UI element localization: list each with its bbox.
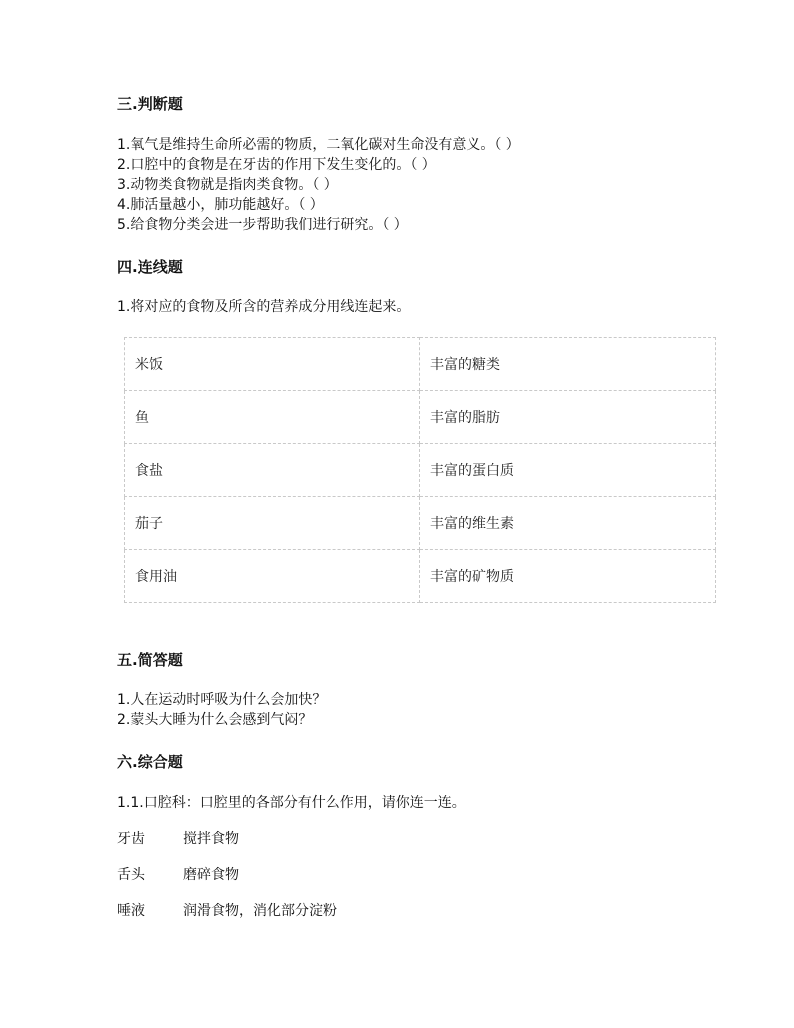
matching-question: 1.将对应的食物及所含的营养成分用线连起来。 xyxy=(117,299,411,315)
food-cell: 食盐 xyxy=(125,444,420,497)
nutrient-cell: 丰富的糖类 xyxy=(420,338,716,391)
judgment-item-5: 5.给食物分类会进一步帮助我们进行研究。（ ） xyxy=(117,217,408,233)
table-row xyxy=(125,391,716,444)
organ-label: 牙齿 xyxy=(117,831,145,847)
table-row xyxy=(125,338,716,391)
section-6-title: 六.综合题 xyxy=(117,753,183,771)
function-label: 磨碎食物 xyxy=(183,867,239,883)
food-cell: 鱼 xyxy=(125,391,420,444)
comprehensive-question: 1.1.口腔科：口腔里的各部分有什么作用，请你连一连。 xyxy=(117,795,466,811)
table-row xyxy=(125,550,716,603)
short-answer-item-1: 1.人在运动时呼吸为什么会加快？ xyxy=(117,692,327,708)
food-cell: 茄子 xyxy=(125,497,420,550)
table-row xyxy=(125,444,716,497)
judgment-item-3: 3.动物类食物就是指肉类食物。（ ） xyxy=(117,177,338,193)
short-answer-item-2: 2.蒙头大睡为什么会感到气闷？ xyxy=(117,712,313,728)
judgment-item-1: 1.氧气是维持生命所必需的物质，二氧化碳对生命没有意义。（ ） xyxy=(117,137,520,153)
list-item xyxy=(117,829,239,849)
list-item xyxy=(117,865,239,885)
section-4-title: 四.连线题 xyxy=(117,258,183,276)
function-label: 润滑食物，消化部分淀粉 xyxy=(183,903,337,919)
list-item xyxy=(117,901,337,921)
nutrient-cell: 丰富的脂肪 xyxy=(420,391,716,444)
nutrient-cell: 丰富的矿物质 xyxy=(420,550,716,603)
function-label: 搅拌食物 xyxy=(183,831,239,847)
section-3-title: 三.判断题 xyxy=(117,95,183,113)
table-row xyxy=(125,497,716,550)
section-5-title: 五.简答题 xyxy=(117,651,183,669)
judgment-item-2: 2.口腔中的食物是在牙齿的作用下发生变化的。（ ） xyxy=(117,157,436,173)
organ-label: 唾液 xyxy=(117,903,145,919)
food-cell: 食用油 xyxy=(125,550,420,603)
nutrient-cell: 丰富的蛋白质 xyxy=(420,444,716,497)
matching-table xyxy=(124,337,716,603)
judgment-item-4: 4.肺活量越小，肺功能越好。（ ） xyxy=(117,197,324,213)
nutrient-cell: 丰富的维生素 xyxy=(420,497,716,550)
food-cell: 米饭 xyxy=(125,338,420,391)
organ-label: 舌头 xyxy=(117,867,145,883)
